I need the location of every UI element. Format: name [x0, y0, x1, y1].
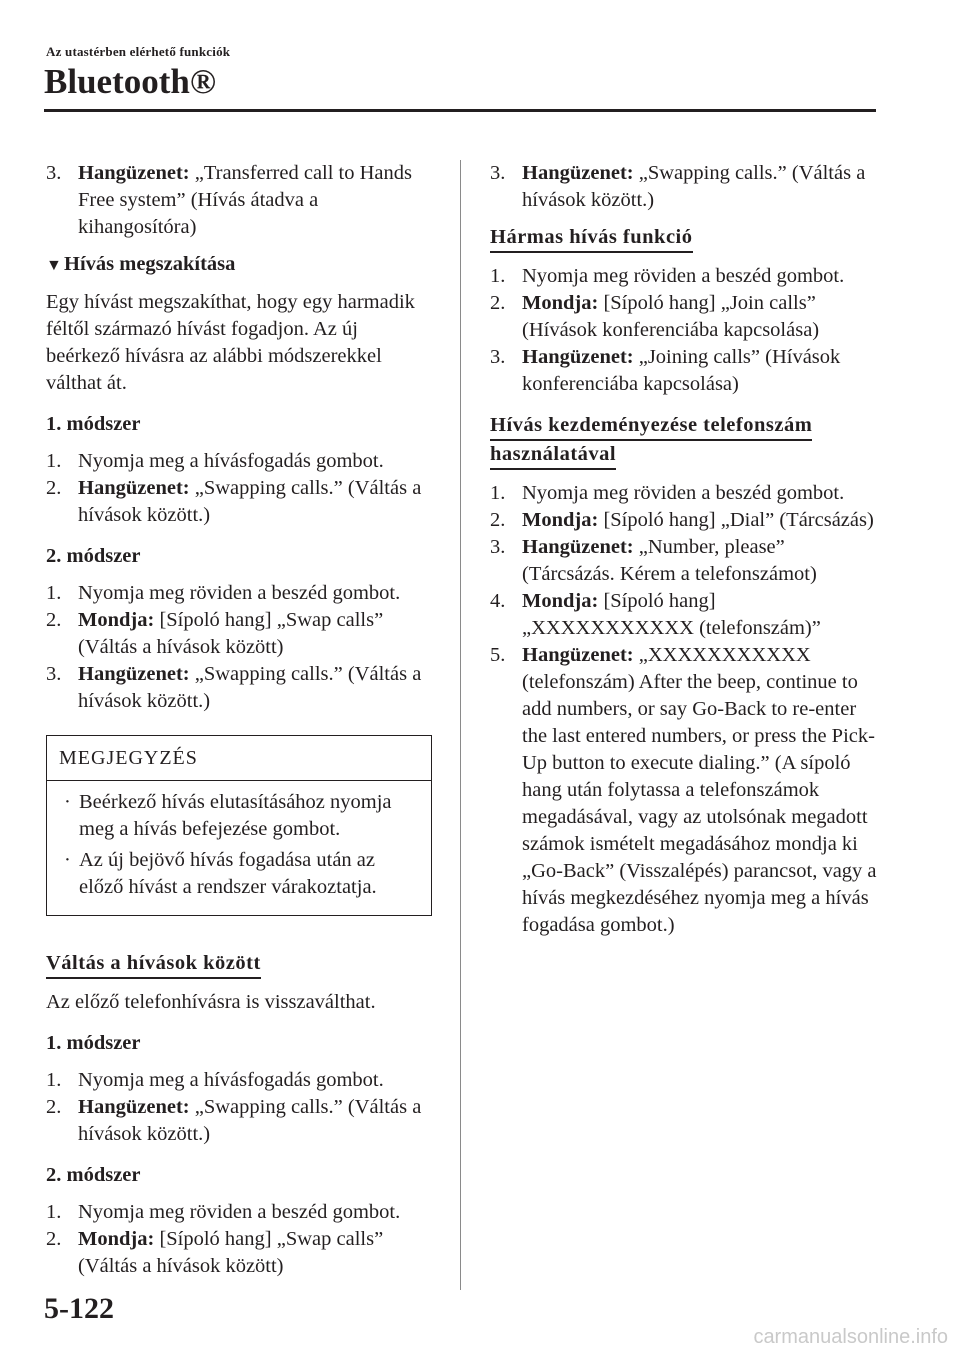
header-subtitle: Az utastérben elérhető funkciók [46, 44, 231, 59]
step-number: 3. [490, 162, 506, 184]
step-label: Hangüzenet: [78, 477, 190, 499]
step-number: 3. [490, 536, 506, 558]
step-text: Nyomja meg röviden a beszéd gombot. [522, 482, 845, 504]
step-label: Hangüzenet: [78, 1096, 190, 1118]
step-number: 1. [490, 265, 506, 287]
step-item [490, 588, 880, 642]
watermark: carmanualsonline.info [753, 1326, 948, 1348]
step-text: „Swapping calls.” (Váltás a hívások között.) [78, 663, 422, 712]
section-heading-three-way [490, 224, 880, 253]
step-label: Mondja: [522, 509, 599, 531]
page-title: Bluetooth® [44, 62, 216, 101]
step-item [490, 534, 880, 588]
step-text: [Sípoló hang] „Dial” (Tárcsázás) [598, 509, 874, 531]
section-heading-interrupt [46, 251, 436, 279]
step-item [46, 580, 436, 607]
step-label: Hangüzenet: [522, 346, 634, 368]
step-text: Nyomja meg a hívásfogadás gombot. [78, 450, 384, 472]
step-text: [Sípoló hang] „XXXXXXXXXXX (telefonszám)” [522, 590, 821, 639]
right-column [490, 160, 880, 939]
note-body [47, 781, 431, 915]
step-number: 2. [490, 509, 506, 531]
step-number: 1. [46, 582, 62, 604]
step-text: „Number, please” (Tárcsázás. Kérem a telefonszámot) [522, 536, 817, 585]
step-label: Mondja: [78, 609, 155, 631]
step-number: 1. [46, 1201, 62, 1223]
note-text: Beérkező hívás elutasításához nyomja meg a hívás befejezése gombot. [79, 791, 392, 840]
step-item [46, 607, 436, 661]
step-item [46, 661, 436, 715]
step-item [490, 344, 880, 398]
step-item [490, 263, 880, 290]
step-text: Nyomja meg röviden a beszéd gombot. [78, 582, 401, 604]
section-intro: Az előző telefonhívásra is visszaválthat. [46, 991, 376, 1013]
step-number: 5. [490, 644, 506, 666]
header-rule [44, 109, 876, 112]
bullet-icon: · [64, 791, 71, 813]
step-text: „Transferred call to Hands Free system” (Hívás átadva a kihangosítóra) [78, 162, 413, 238]
section-title-line1: Hívás kezdeményezése telefonszám [490, 413, 812, 441]
note-item [59, 847, 423, 901]
page-number: 5-122 [44, 1292, 114, 1325]
step-item [490, 642, 880, 939]
method-heading: 2. módszer [46, 1164, 141, 1186]
note-text: Az új bejövő hívás fogadása után az előző hívást a rendszer várakoztatja. [79, 849, 377, 898]
step-label: Hangüzenet: [522, 644, 634, 666]
section-title: Váltás a hívások között [46, 951, 261, 979]
step-number: 2. [490, 292, 506, 314]
step-text: „Swapping calls.” (Váltás a hívások között.) [78, 1096, 422, 1145]
step-label: Mondja: [522, 590, 599, 612]
step-item [490, 160, 880, 214]
step-text: „XXXXXXXXXXX (telefonszám) After the beep, continue to add numbers, or say Go-Back to re-enter the last entered numbers, or press the Pick-Up button to execute dialing.” (A sípoló hang után folytassa a telefonszámok megadásával, vagy az utolsónak megadott számok ismételt megadásához mondja ki „Go-Back” (Visszalépés) parancsot, vagy a hívás megkezdéséhez nyomja meg a hívás fogadása gombot.) [522, 644, 877, 936]
section-title: Hívás megszakítása [64, 253, 236, 275]
step-label: Mondja: [78, 1228, 155, 1250]
step-number: 3. [490, 346, 506, 368]
step-text: Nyomja meg röviden a beszéd gombot. [522, 265, 845, 287]
step-text: Nyomja meg röviden a beszéd gombot. [78, 1201, 401, 1223]
section-intro: Egy hívást megszakíthat, hogy egy harmadik féltől származó hívást fogadjon. Az új beérkező hívásra az alábbi módszerekkel válthat át. [46, 291, 415, 394]
step-label: Hangüzenet: [522, 536, 634, 558]
step-item [46, 475, 436, 529]
step-text: „Swapping calls.” (Váltás a hívások között.) [522, 162, 866, 211]
step-item [490, 507, 880, 534]
section-heading-swap [46, 950, 436, 979]
step-label: Hangüzenet: [78, 162, 190, 184]
section-heading-dial [490, 412, 880, 470]
method-heading: 2. módszer [46, 545, 141, 567]
step-number: 1. [490, 482, 506, 504]
step-label: Hangüzenet: [78, 663, 190, 685]
step-number: 2. [46, 1228, 62, 1250]
step-number: 3. [46, 663, 62, 685]
step-number: 2. [46, 1096, 62, 1118]
step-label: Mondja: [522, 292, 599, 314]
note-box [46, 735, 432, 916]
step-item [46, 1094, 436, 1148]
step-text: [Sípoló hang] „Swap calls” (Váltás a hívások között) [78, 609, 384, 658]
step-text: [Sípoló hang] „Join calls” (Hívások konferenciába kapcsolása) [522, 292, 820, 341]
step-item [490, 290, 880, 344]
triangle-down-icon: ▼ [46, 257, 62, 274]
step-number: 1. [46, 450, 62, 472]
step-number: 3. [46, 162, 62, 184]
step-item [46, 1067, 436, 1094]
step-text: „Swapping calls.” (Váltás a hívások között.) [78, 477, 422, 526]
step-item [46, 448, 436, 475]
step-number: 1. [46, 1069, 62, 1091]
left-column [46, 160, 436, 1280]
section-title: Hármas hívás funkció [490, 225, 693, 253]
section-title-line2: használatával [490, 442, 616, 470]
method-heading: 1. módszer [46, 413, 141, 435]
step-number: 4. [490, 590, 506, 612]
method-heading: 1. módszer [46, 1032, 141, 1054]
step-item [490, 480, 880, 507]
step-label: Hangüzenet: [522, 162, 634, 184]
step-text: [Sípoló hang] „Swap calls” (Váltás a hívások között) [78, 1228, 384, 1277]
step-number: 2. [46, 477, 62, 499]
step-item [46, 1226, 436, 1280]
bullet-icon: · [64, 849, 71, 871]
step-text: „Joining calls” (Hívások konferenciába kapcsolása) [522, 346, 841, 395]
step-text: Nyomja meg a hívásfogadás gombot. [78, 1069, 384, 1091]
step-item [46, 160, 436, 241]
note-item [59, 789, 423, 843]
step-number: 2. [46, 609, 62, 631]
note-title: MEGJEGYZÉS [47, 736, 431, 781]
column-divider [460, 160, 461, 1290]
step-item [46, 1199, 436, 1226]
